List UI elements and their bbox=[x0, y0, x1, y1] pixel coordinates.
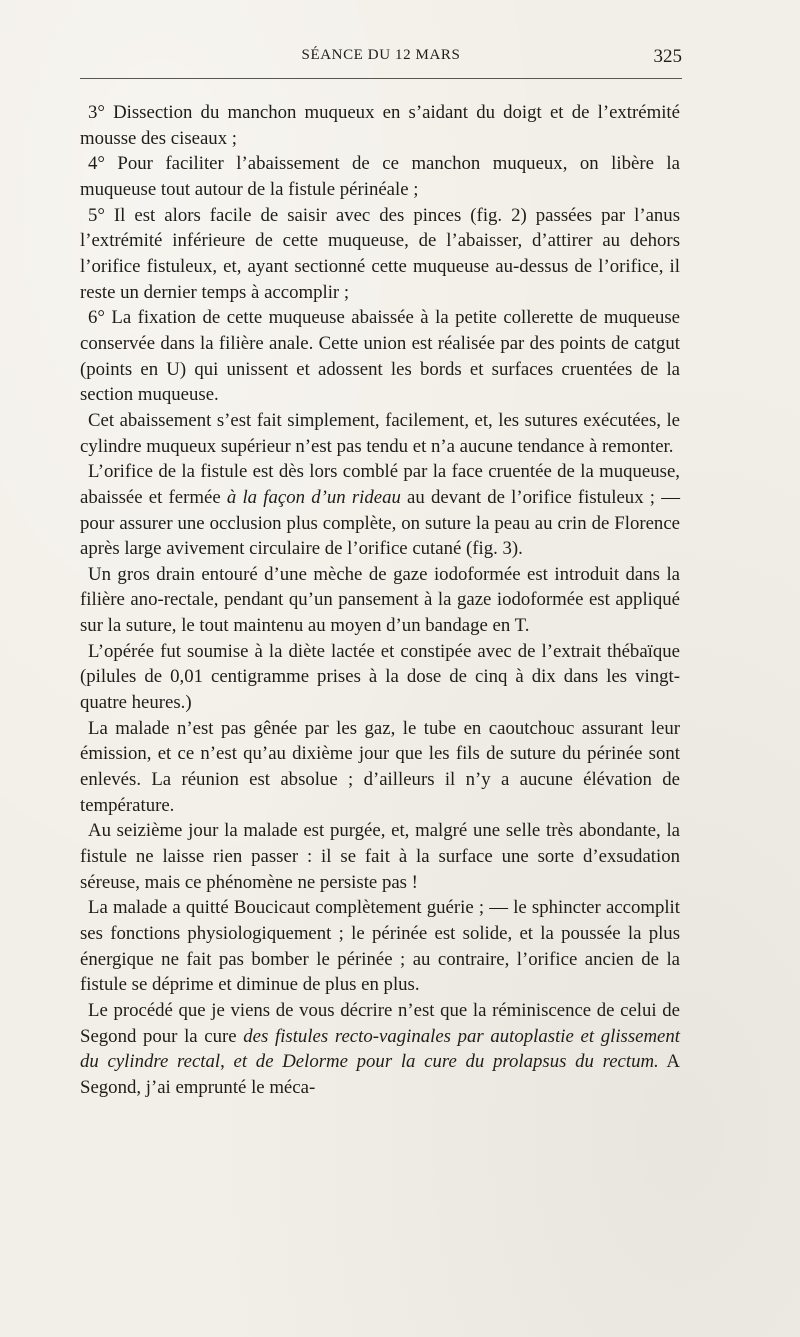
page-number: 325 bbox=[653, 46, 682, 67]
paragraph-8: L’opérée fut soumise à la diète lactée et constipée avec de l’extrait thébaïque (pilules de 0,01 centigramme prises à la dose de cinq à dix dans les vingt-quatre heures.) bbox=[80, 640, 680, 714]
paragraph-4: 6° La fixation de cette muqueuse abaissée à la petite collerette de muqueuse conservée dans la filière anale. Cette union est réalisée par des points de catgut (points en U) qui unissent et adossent les bords et surfaces cruentées de la section muqueuse. bbox=[80, 307, 680, 406]
paragraph-12-middle: , bbox=[220, 1051, 234, 1073]
running-title: SÉANCE DU 12 MARS bbox=[301, 47, 461, 63]
paragraph-12-italic-1: des fistules recto-vaginales par autoplastie et glissement du cylindre rectal bbox=[80, 1025, 680, 1073]
header-rule bbox=[80, 78, 682, 79]
paragraph-6-italic: à la façon d’un rideau bbox=[226, 486, 401, 508]
paragraph-7: Un gros drain entouré d’une mèche de gaze iodoformée est introduit dans la filière ano-rectale, pendant qu’un pansement à la gaze iodoformée est appliqué sur la suture, le tout maintenu au moyen d’un bandage en T. bbox=[80, 563, 680, 637]
paragraph-3: 5° Il est alors facile de saisir avec des pinces (fig. 2) passées par l’anus l’extrémité inférieure de cette muqueuse, de l’abaisser, d’attirer au dehors l’orifice fistuleux, et, ayant sectionné cette muqueuse au-dessus de l’orifice, il reste un dernier temps à accomplir ; bbox=[80, 204, 680, 303]
paragraph-12-text-before: Le procédé que je viens de vous décrire n’est que la réminiscence de celui de Segond pour la cure bbox=[80, 999, 680, 1047]
paragraph-12-italic-2: et de Delorme pour la cure du prolapsus du rectum. bbox=[233, 1051, 659, 1073]
page-header bbox=[80, 47, 682, 69]
paragraph-9: La malade n’est pas gênée par les gaz, le tube en caoutchouc assurant leur émission, et ce n’est qu’au dixième jour que les fils de suture du périnée sont enlevés. La réunion est absolue ; d’ailleurs il n’y a aucune élévation de température. bbox=[80, 717, 680, 816]
paragraph-1: 3° Dissection du manchon muqueux en s’aidant du doigt et de l’extrémité mousse des ciseaux ; bbox=[80, 102, 680, 149]
paragraph-12 bbox=[80, 998, 680, 1101]
paragraph-12-text-after: A Segond, j’ai emprunté le méca- bbox=[80, 1051, 680, 1098]
paragraph-10: Au seizième jour la malade est purgée, et, malgré une selle très abondante, la fistule ne laisse rien passer : il se fait à la surface une sorte d’exsudation séreuse, mais ce phénomène ne persiste pas ! bbox=[80, 820, 680, 893]
paragraph-2: 4° Pour faciliter l’abaissement de ce manchon muqueux, on libère la muqueuse tout autour de la fistule périnéale ; bbox=[80, 153, 680, 200]
paragraph-6 bbox=[80, 459, 680, 562]
paragraph-5: Cet abaissement s’est fait simplement, facilement, et, les sutures exécutées, le cylindre muqueux supérieur n’est pas tendu et n’a aucune tendance à remonter. bbox=[80, 409, 680, 457]
paragraph-11: La malade a quitté Boucicaut complètement guérie ; — le sphincter accomplit ses fonctions physiologiquement ; le périnée est solide, et la poussée la plus énergique ne fait pas bomber le périnée ; au contraire, l’orifice ancien de la fistule se déprime et diminue de plus en plus. bbox=[80, 897, 680, 996]
page-content bbox=[80, 100, 680, 1101]
paragraph-6-text-after: au devant de l’orifice fistuleux ; — pour assurer une occlusion plus complète, on suture la peau au crin de Florence après large avivement circulaire de l’orifice cutané (fig. 3). bbox=[80, 486, 680, 560]
paragraph-6-text-before: L’orifice de la fistule est dès lors comblé par la face cruentée de la muqueuse, abaissée et fermée bbox=[80, 461, 680, 508]
